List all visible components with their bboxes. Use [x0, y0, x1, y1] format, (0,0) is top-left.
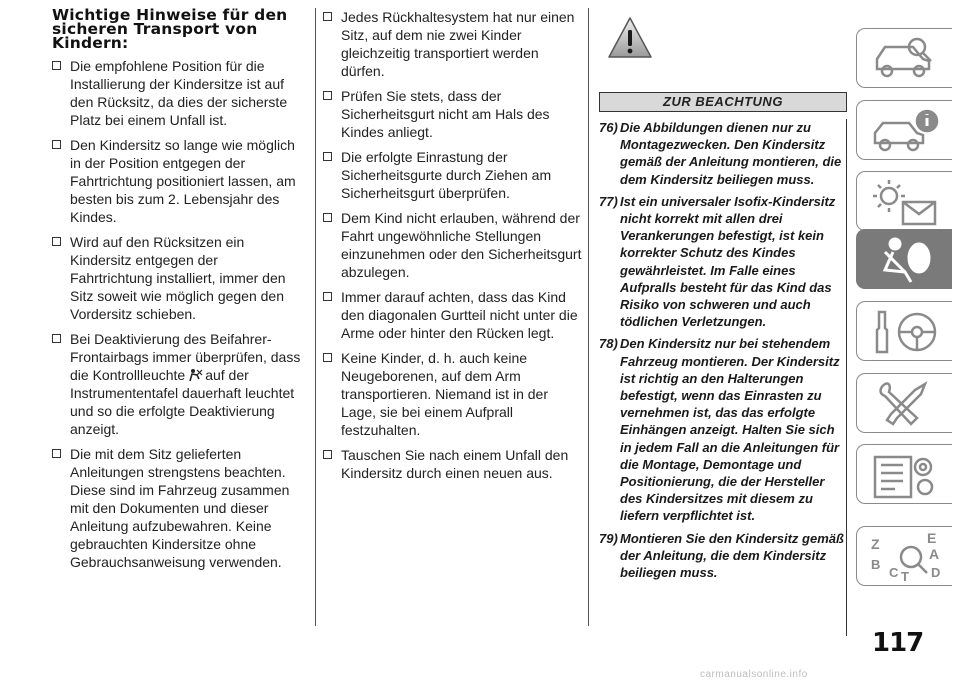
tab-car-overview[interactable]: [856, 28, 952, 88]
list-item: Dem Kind nicht erlauben, während der Fahrt ungewöhnliche Stellungen einzunehmen oder den Sicherheitsgurt abzulegen.: [323, 209, 585, 281]
tab-starting-driving[interactable]: [856, 301, 952, 361]
list-item: Die mit dem Sitz gelieferten Anleitungen strengstens beachten. Diese sind im Fahrzeug zusammen mit den Dokumenten und dieser Anleitung aufzubewahren. Keine gebrauchten Kindersitze ohne Gebrauchsanweisung verwenden.: [52, 445, 302, 571]
tab-index[interactable]: [856, 526, 952, 586]
checkbox-bullet-icon: [323, 353, 332, 362]
checkbox-bullet-icon: [323, 213, 332, 222]
list-item: Jedes Rückhaltesystem hat nur einen Sitz, auf dem nie zwei Kinder gleichzeitig transportiert werden dürfen.: [323, 8, 585, 80]
warning-note: 79) Montieren Sie den Kindersitz gemäß der Anleitung, die dem Kindersitz beiliegen muss.: [599, 530, 844, 581]
checkbox-bullet-icon: [323, 292, 332, 301]
alphabet-index-icon: [871, 533, 949, 585]
checkbox-bullet-icon: [52, 61, 61, 70]
checkbox-bullet-icon: [323, 91, 332, 100]
list-item: Immer darauf achten, dass das Kind den diagonalen Gurtteil nicht unter die Arme oder hinter den Rücken legt.: [323, 288, 585, 342]
checkbox-bullet-icon: [323, 450, 332, 459]
warning-note: 76) Die Abbildungen dienen nur zu Montagezwecken. Den Kindersitz gemäß der Anleitung montieren, die dem Kindersitz beiliegen muss.: [599, 120, 842, 187]
warning-body: [599, 119, 847, 636]
warning-note: 77) Ist ein universaler Isofix-Kindersitz nicht korrekt mit allen drei Verankerungen befestigt, ist kein korrekter Schutz des Kindes gewährleistet. Im Falle eines Aufpralls besteht für das Kind das Risiko von schweren und auch tödlichen Verletzungen.: [599, 193, 836, 330]
svg-text:C: C: [889, 565, 899, 580]
list-item: Die erfolgte Einrastung der Sicherheitsgurte durch Ziehen am Sicherheitsgurt überprüfen.: [323, 148, 585, 202]
svg-text:Z: Z: [871, 536, 880, 552]
middle-column: [323, 8, 585, 489]
tab-dashboard-lights[interactable]: [856, 171, 952, 231]
list-item: Den Kindersitz so lange wie möglich in der Position entgegen der Fahrtrichtung positioniert lassen, am besten bis zum 2. Lebensjahr des Kindes.: [52, 136, 302, 226]
footer-watermark: carmanualsonline.info: [700, 669, 808, 680]
car-search-icon: [871, 35, 941, 83]
warning-triangle-icon: [607, 16, 653, 60]
svg-text:E: E: [927, 533, 937, 546]
checkbox-bullet-icon: [52, 334, 61, 343]
column-divider: [315, 8, 316, 626]
warning-lights-icon: [871, 178, 941, 226]
svg-text:D: D: [931, 565, 941, 580]
checkbox-bullet-icon: [323, 152, 332, 161]
tab-safety[interactable]: [856, 229, 952, 289]
warning-box: [599, 16, 847, 638]
tab-car-info[interactable]: [856, 100, 952, 160]
list-item: Die empfohlene Position für die Installierung der Kindersitze ist auf den Rücksitz, da dies der sicherste Platz bei einem Unfall ist.: [52, 57, 302, 129]
section-heading: Wichtige Hinweise für den sicheren Transport von Kindern:: [52, 6, 288, 52]
warning-header: ZUR BEACHTUNG: [599, 92, 847, 112]
checkbox-bullet-icon: [52, 140, 61, 149]
tab-maintenance[interactable]: [856, 444, 952, 504]
list-item: Tauschen Sie nach einem Unfall den Kindersitz durch einen neuen aus.: [323, 446, 585, 482]
list-item: Prüfen Sie stets, dass der Sicherheitsgurt nicht am Hals des Kindes anliegt.: [323, 87, 585, 141]
checkbox-bullet-icon: [52, 449, 61, 458]
list-item: Wird auf den Rücksitzen ein Kindersitz entgegen der Fahrtrichtung installiert, immer den Sitz soweit wie möglich gegen den Vordersitz schieben.: [52, 233, 302, 323]
column-divider: [588, 8, 589, 626]
svg-text:B: B: [871, 557, 881, 572]
key-steering-wheel-icon: [871, 308, 941, 356]
warning-note: 78) Den Kindersitz nur bei stehendem Fahrzeug montieren. Der Kindersitz ist richtig an den Halterungen befestigt, wenn das Einrasten zu vernehmen ist, das das erfolgte Einhängen anzeigt. Halten Sie sich in jedem Fall an die Anleitungen für die Montage, Demontage und Positionierung, die der Hersteller des Kindersitzes mit diesem zu liefern verpflichtet ist.: [599, 336, 840, 524]
seatbelt-airbag-icon: [871, 236, 941, 284]
list-item: Keine Kinder, d. h. auch keine Neugeborenen, auf dem Arm transportieren. Niemand ist in der Lage, sie bei einem Aufprall festzuhalten.: [323, 349, 585, 439]
svg-text:A: A: [929, 546, 940, 562]
airbag-off-warning-light-icon: [187, 368, 203, 382]
tab-emergency[interactable]: [856, 373, 952, 433]
page-number: 117: [872, 628, 924, 658]
left-column: [52, 8, 302, 578]
svg-text:T: T: [901, 569, 909, 584]
service-list-icon: [871, 451, 941, 499]
wrench-screwdriver-icon: [871, 380, 941, 428]
list-item: Bei Deaktivierung des Beifahrer-Frontairbags immer überprüfen, dass die Kontrollleuchte auf der Instrumententafel dauerhaft leuchtet und so die erfolgte Deaktivierung anzeigt.: [52, 330, 302, 438]
checkbox-bullet-icon: [52, 237, 61, 246]
car-info-icon: [871, 107, 941, 155]
checkbox-bullet-icon: [323, 12, 332, 21]
